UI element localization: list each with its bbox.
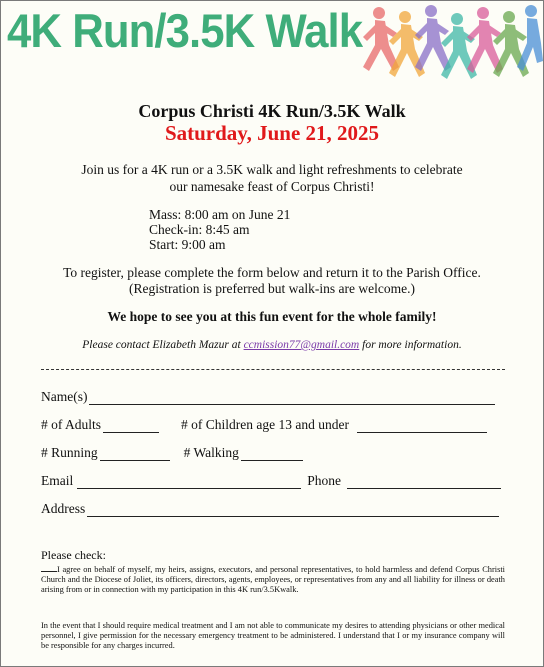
contact-line — [1, 339, 543, 351]
running-label: # Running — [41, 445, 98, 460]
registration-line: To register, please complete the form below and return it to the Parish Office. — [63, 265, 481, 280]
names-label: Name(s) — [41, 389, 88, 404]
schedule-mass: Mass: 8:00 am on June 21 — [149, 207, 291, 222]
schedule-checkin: Check-in: 8:45 am — [149, 222, 250, 237]
phone-field[interactable] — [347, 474, 501, 489]
address-field[interactable] — [87, 502, 499, 517]
please-check-label: Please check: — [41, 548, 106, 562]
hope-text: We hope to see you at this fun event for the whole family! — [107, 309, 437, 324]
cut-line-divider — [41, 369, 505, 370]
counts-row — [41, 417, 487, 433]
intro-line: our namesake feast of Corpus Christi! — [169, 179, 375, 194]
phone-label: Phone — [307, 473, 341, 488]
intro-line: Join us for a 4K run or a 3.5K walk and light refreshments to celebrate — [81, 162, 463, 177]
children-label: # of Children age 13 and under — [181, 417, 349, 432]
names-field[interactable] — [89, 390, 495, 405]
registration-line: (Registration is preferred but walk-ins are welcome.) — [128, 281, 416, 296]
liability-waiver-text: I agree on behalf of myself, my heirs, assigns, executors, and personal representatives, to hold harmless and defend Corpus Christi Church and the Diocese of Joliet, its officers, directors, agents, employees, or representatives from any and all liability for illness or death arising from or in connection with my participation in this 4K run/3.5Kwalk. — [41, 565, 505, 594]
contact-email-link[interactable]: ccmission77@gmail.com — [243, 339, 360, 351]
adults-field[interactable] — [103, 418, 159, 433]
contact-info-row — [41, 473, 501, 489]
address-row — [41, 501, 499, 517]
event-heading: Corpus Christi 4K Run/3.5K Walk — [138, 101, 406, 121]
registration-text — [1, 265, 543, 297]
address-label: Address — [41, 501, 86, 516]
schedule — [149, 207, 290, 252]
email-label: Email — [41, 473, 74, 488]
names-row — [41, 389, 495, 405]
runners-illustration — [359, 1, 543, 91]
contact-prefix: Please contact Elizabeth Mazur at — [82, 339, 244, 351]
event-date: Saturday, June 21, 2025 — [164, 121, 380, 145]
contact-suffix: for more information. — [359, 339, 462, 351]
schedule-start: Start: 9:00 am — [149, 237, 226, 252]
intro-text — [1, 161, 543, 195]
participation-row — [41, 445, 303, 461]
email-field[interactable] — [77, 474, 301, 489]
walking-field[interactable] — [241, 446, 303, 461]
adults-label: # of Adults — [41, 417, 102, 432]
waiver-checkbox-blank[interactable] — [41, 563, 57, 572]
children-field[interactable] — [357, 418, 487, 433]
liability-waiver — [41, 563, 505, 595]
banner-title: 4K Run/3.5K Walk — [7, 4, 363, 57]
medical-consent: In the event that I should require medical treatment and I am not able to communicate my desires to attending physicians or other medical personnel, I give permission for the necessary emergency treatment to be administered. I understand that I or my insurance company will be responsible for any charges incurred. — [41, 621, 505, 650]
running-field[interactable] — [100, 446, 170, 461]
walking-label: # Walking — [183, 445, 239, 460]
